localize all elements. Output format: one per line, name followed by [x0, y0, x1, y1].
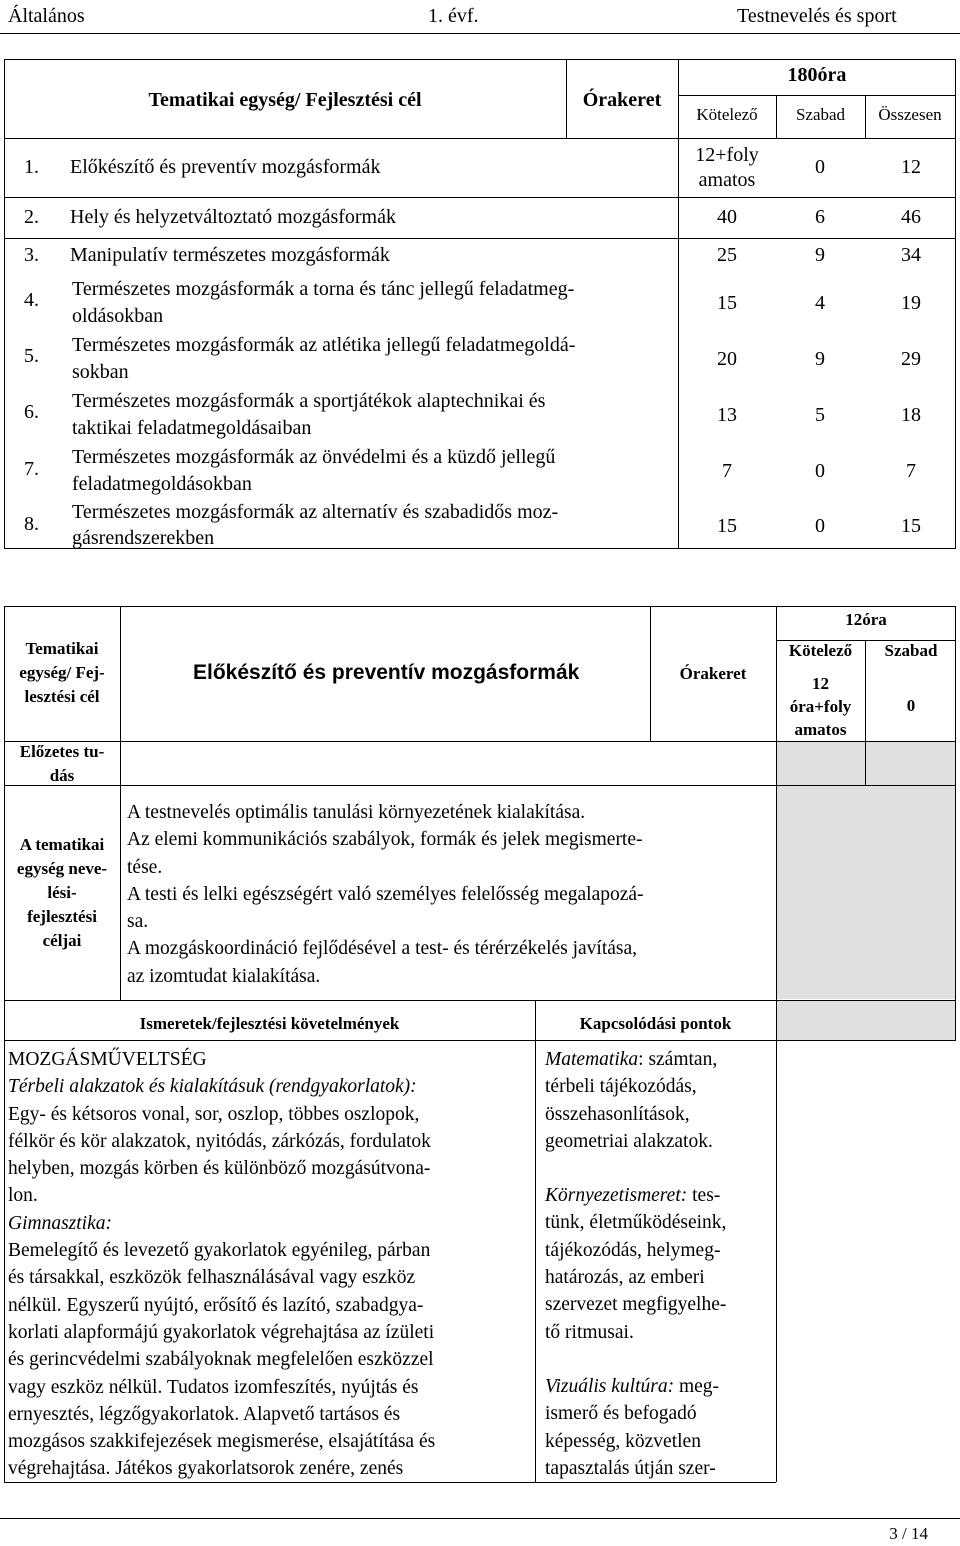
summary-total-hours: 180óra: [787, 64, 847, 86]
unit-free-value: 0: [906, 696, 916, 715]
row-mandatory: 7: [722, 460, 732, 482]
row-free: 4: [815, 292, 825, 314]
row-number: 5.: [24, 345, 39, 367]
row-total: 12: [901, 156, 921, 178]
row-free: 9: [815, 244, 825, 266]
requirements-header: Ismeretek/fejlesztési követelmények: [139, 1014, 400, 1033]
row-number: 6.: [24, 401, 39, 423]
row-mandatory: 13: [717, 404, 737, 426]
row-topic: Manipulatív természetes mozgásformák: [70, 244, 390, 266]
connections-text: Matematika: számtan, térbeli tájékozódás, összehasonlítások, geometriai alakzatok. Környezetismeret: tes- tünk, életműködéseink, tájékozódás, helymeg- határozás, az emberi szervezet megfigyelhe- tő ritmusai. Vizuális kultúra: meg- ismerő és befogadó képesség, közvetlen tapasztalás útján szer-: [545, 1049, 727, 1479]
unit-hours-total: 12óra: [845, 610, 887, 629]
row-topic: Hely és helyzetváltoztató mozgásformák: [70, 206, 396, 228]
row-topic-cont: taktikai feladatmegoldásaiban: [72, 417, 312, 439]
row-topic: Természetes mozgásformák a torna és tánc jellegű feladatmeg-: [72, 278, 575, 300]
page-number: 3 / 14: [889, 1524, 928, 1543]
summary-col-topic: Tematikai egység/ Fejlesztési cél: [148, 89, 422, 111]
row-number: 4.: [24, 289, 39, 311]
requirements-text: MOZGÁSMŰVELTSÉG Térbeli alakzatok és kialakításuk (rendgyakorlatok): Egy- és kétsoros vonal, sor, oszlop, többes oszlopok, félkör és kör alakzatok, nyitódás, zárkózás, fordulatok helyben, mozgás körben és különböző mozgásútvona- lon. Gimnasztika: Bemelegítő és levezető gyakorlatok egyénileg, párban és társakkal, eszközök felhasználásával vagy eszköz nélkül. Egyszerű nyújtó, erősítő és lazító, szabadgya- korlati alapformájú gyakorlatok végrehajtása az ízületi és gerincvédelmi szabályoknak megfelelően eszközzel vagy eszköz nélkül. Tudatos izomfeszítés, nyújtás és ernyesztés, légzőgyakorlatok. Alapvető tartásos és mozgásos szakkifejezések megismerése, elsajátítása és végrehajtása. Játékos gyakorlatsorok zenére, zenés: [8, 1049, 436, 1480]
row-mandatory: 40: [717, 206, 737, 228]
row-mandatory: 12+foly amatos: [695, 144, 759, 191]
connections-header: Kapcsolódási pontok: [579, 1014, 732, 1033]
summary-col-mandatory: Kötelező: [696, 105, 758, 124]
row-topic: Természetes mozgásformák az alternatív és szabadidős moz-: [72, 501, 559, 523]
header-middle: 1. évf.: [428, 5, 479, 27]
summary-col-total: Összesen: [878, 105, 942, 124]
label-prior-knowledge: Előzetes tu- dás: [19, 742, 105, 785]
row-free: 0: [815, 515, 825, 537]
row-free: 6: [815, 206, 825, 228]
row-topic-cont: oldásokban: [72, 305, 164, 327]
unit-free-label: Szabad: [884, 641, 938, 660]
row-topic-cont: feladatmegoldásokban: [72, 473, 252, 495]
row-mandatory: 15: [717, 515, 737, 537]
label-topic: Tematikai egység/ Fej- lesztési cél: [19, 639, 105, 706]
label-goals: A tematikai egység neve- lési- fejlesztési céljai: [16, 835, 108, 950]
unit-hours-label: Órakeret: [679, 664, 747, 683]
summary-col-hours: Órakeret: [582, 89, 662, 111]
row-topic-cont: sokban: [72, 361, 129, 383]
row-topic-cont: gásrendszerekben: [72, 527, 215, 549]
row-number: 8.: [24, 513, 39, 535]
row-total: 46: [901, 206, 921, 228]
row-free: 5: [815, 404, 825, 426]
row-topic: Előkészítő és preventív mozgásformák: [70, 156, 381, 178]
row-number: 3.: [24, 244, 39, 266]
row-topic: Természetes mozgásformák a sportjátékok alaptechnikai és: [72, 390, 546, 412]
row-mandatory: 25: [717, 244, 737, 266]
row-number: 7.: [24, 458, 39, 480]
row-number: 2.: [24, 206, 39, 228]
header-rule: [0, 33, 960, 34]
row-mandatory: 15: [717, 292, 737, 314]
row-number: 1.: [24, 156, 39, 178]
goals-text: A testnevelés optimális tanulási környezetének kialakítása. Az elemi kommunikációs szabályok, formák és jelek megismerte- tése. A testi és lelki egészségért való személyes felelősség megalapozá- sa. A mozgáskoordináció fejlődésével a test- és térérzékelés javítása, az izomtudat kialakítása.: [127, 802, 644, 987]
unit-title: Előkészítő és preventív mozgásformák: [193, 661, 580, 684]
row-total: 19: [901, 292, 921, 314]
row-mandatory: 20: [717, 348, 737, 370]
summary-col-free: Szabad: [795, 105, 846, 124]
header-left: Általános: [8, 5, 85, 27]
row-topic: Természetes mozgásformák az atlétika jellegű feladatmegoldá-: [72, 334, 576, 356]
row-total: 15: [901, 515, 921, 537]
row-total: 29: [901, 348, 921, 370]
row-total: 34: [901, 244, 921, 266]
row-total: 18: [901, 404, 921, 426]
unit-mandatory-value: 12 óra+foly amatos: [789, 674, 852, 739]
row-free: 0: [815, 156, 825, 178]
row-total: 7: [906, 460, 916, 482]
header-right: Testnevelés és sport: [737, 5, 897, 27]
row-topic: Természetes mozgásformák az önvédelmi és a küzdő jellegű: [72, 446, 556, 468]
row-free: 9: [815, 348, 825, 370]
row-free: 0: [815, 460, 825, 482]
unit-mandatory-label: Kötelező: [788, 641, 853, 660]
footer-rule: [0, 1518, 960, 1519]
